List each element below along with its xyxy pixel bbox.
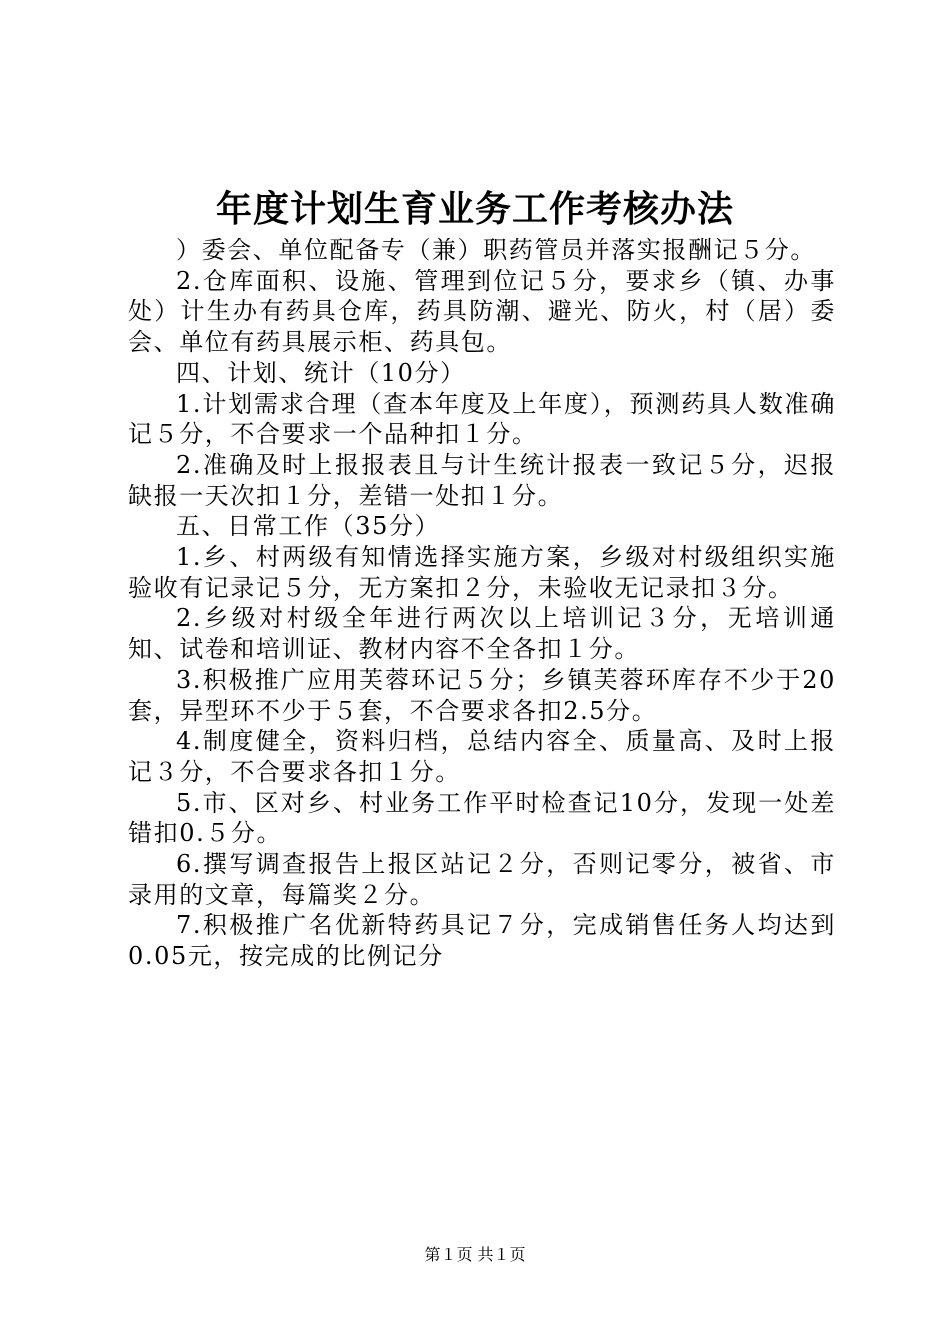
paragraph: 1.乡、村两级有知情选择实施方案，乡级对村级组织实施验收有记录记５分，无方案扣２分，未验收无记录扣３分。 — [128, 543, 836, 602]
document-title: 年度计划生育业务工作考核办法 — [215, 188, 734, 230]
document-body — [128, 235, 836, 972]
paragraph: 4.制度健全，资料归档，总结内容全、质量高、及时上报记３分，不合要求各扣１分。 — [128, 727, 836, 786]
section-heading: 五、日常工作（35分） — [176, 512, 441, 541]
section-heading: 四、计划、统计（10分） — [176, 358, 466, 387]
paragraph: 1.计划需求合理（查本年度及上年度），预测药具人数准确记５分，不合要求一个品种扣１分。 — [128, 389, 836, 449]
paragraph: 6.撰写调查报告上报区站记２分，否则记零分，被省、市录用的文章，每篇奖２分。 — [128, 850, 836, 909]
paragraph: 7.积极推广名优新特药具记７分，完成销售任务人均达到0.05元，按完成的比例记分 — [128, 911, 836, 971]
page-footer: 第１页 共１页 — [424, 1245, 526, 1264]
paragraph: 2.仓库面积、设施、管理到位记５分，要求乡（镇、办事处）计生办有药具仓库，药具防潮、避光、防火，村（居）委会、单位有药具展示柜、药具包。 — [128, 266, 836, 357]
paragraph: 3.积极推广应用芙蓉环记５分；乡镇芙蓉环库存不少于20套，异型环不少于５套，不合要求各扣2.5分。 — [128, 665, 836, 725]
paragraph: ）委会、单位配备专（兼）职药管员并落实报酬记５分。 — [176, 236, 816, 264]
paragraph: 5.市、区对乡、村业务工作平时检查记10分，发现一处差错扣0.５分。 — [128, 788, 836, 848]
paragraph: 2.乡级对村级全年进行两次以上培训记３分，无培训通知、试卷和培训证、教材内容不全各扣１分。 — [128, 604, 836, 664]
paragraph: 2.准确及时上报报表且与计生统计报表一致记５分，迟报缺报一天次扣１分，差错一处扣１分。 — [128, 450, 836, 510]
